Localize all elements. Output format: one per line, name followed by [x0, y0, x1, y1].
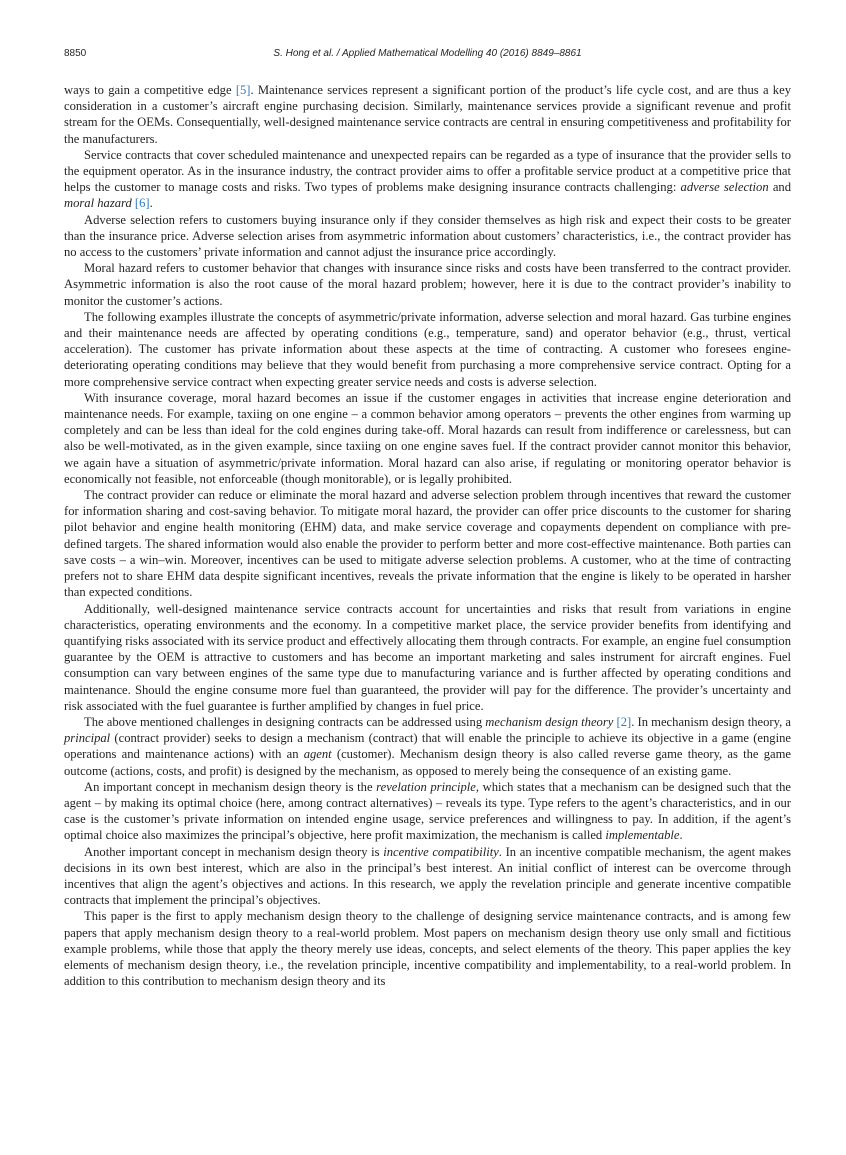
running-head: S. Hong et al. / Applied Mathematical Modelling 40 (2016) 8849–8861: [273, 48, 582, 59]
paragraph-text: . In an incentive compatible mechanism, the agent makes decisions in its own best interest, which are also in the principal’s best interest. An initial conflict of interest can be overcome through incentives that align the agent’s objectives and actions. In this research, we apply the revelation principle and generate incentive compatible contracts that implement the principal’s objectives.: [64, 844, 791, 908]
paragraph: [64, 844, 791, 909]
citation-link[interactable]: [6]: [134, 196, 150, 211]
article-page: [64, 48, 791, 989]
paragraph-text: (customer). Mechanism design theory is also called reverse game theory, as the game outcome (actions, costs, and profit) is designed by the mechanism, as opposed to merely being the consequence of an existing game.: [64, 747, 791, 778]
paragraph-text: This paper is the first to apply mechanism design theory to the challenge of designing service maintenance contracts, and is among few papers that apply mechanism design theory to a real-world problem. Most papers on mechanism design theory use only small and fictitious example problems, while those that apply the theory merely use ideas, concepts, and select elements of the theory. This paper applies the key elements of mechanism design theory, i.e., the revelation principle, incentive compatibility and implementability, to a real-world problem. In addition to this contribution to mechanism design theory and its: [64, 909, 791, 989]
paragraph: [64, 309, 791, 390]
citation-link[interactable]: [5]: [235, 83, 251, 97]
paragraph: [64, 82, 791, 147]
paragraph-text: .: [679, 828, 683, 843]
citation-link[interactable]: [2]: [616, 714, 632, 729]
paragraph-text: Additionally, well-designed maintenance service contracts account for uncertainties and risks that result from variations in engine characteristics, operating environments and the economy. In a competitive market place, the service provider benefits from identifying and quantifying risks associated with its service product and effectively allocating them through contracts. For example, an engine fuel consumption guarantee by the OEM is attractive to customers and has become an important marketing and sales instrument for aircraft engines. Fuel consumption can vary between engines of the same type due to manufacturing variance and is further affected by operating conditions and maintenance. Should the engine consume more fuel than guaranteed, the provider will pay for the difference. The provider’s uncertainty and risk associated with the fuel guarantee is further amplified by changes in fuel price.: [64, 601, 791, 713]
paragraph-text: Moral hazard refers to customer behavior that changes with insurance since risks and costs have been transferred to the contract provider. Asymmetric information is also the root cause of the moral hazard problem; however, here it is due to the contract provider’s inability to monitor the customer’s actions.: [64, 261, 791, 308]
paragraph-text: ways to gain a competitive edge: [64, 83, 236, 97]
paragraph-text: The above mentioned challenges in designing contracts can be addressed using: [84, 714, 486, 729]
paragraph: [64, 390, 791, 487]
paragraph-text: . Maintenance services represent a significant portion of the product’s life cycle cost, and are thus a key consideration in a customer’s aircraft engine purchasing decision. Similarly, maintenance services provide a significant revenue and profit stream for the OEMs. Consequentially, well-designed maintenance service contracts are central in ensuring competitiveness and profitability for the manufacturers.: [64, 83, 791, 146]
paragraph: [64, 147, 791, 212]
page-number: 8850: [64, 48, 87, 59]
paragraph: [64, 260, 791, 309]
paragraph: [64, 779, 791, 844]
paragraph-text: . In mechanism design theory, a: [631, 714, 791, 729]
paragraph-text: .: [149, 196, 153, 211]
paragraph-text: (contract provider) seeks to design a mechanism (contract) that will enable the principle to achieve its objective in a game (engine operations and maintenance actions) with an: [64, 731, 791, 762]
page-header: [64, 48, 791, 66]
emphasized-term: mechanism design theory: [485, 714, 614, 729]
paragraph: [64, 601, 791, 714]
emphasized-term: adverse selection: [680, 180, 769, 195]
paragraph: [64, 487, 791, 600]
paragraph: [64, 908, 791, 989]
paragraph-text: An important concept in mechanism design theory is the: [84, 779, 377, 794]
paragraph-text: Another important concept in mechanism design theory is: [84, 844, 384, 859]
paragraph-text: , which states that a mechanism can be designed such that the agent – by making its optimal choice (here, among contract alternatives) – reveals its type. Type refers to the agent’s characteristics, and in our case is the customer’s private information on intended engine usage, service preferences and willingness to pay. In addition, if the agent’s optimal choice also maximizes the principal’s objective, here profit maximization, the mechanism is called: [64, 779, 791, 843]
paragraph-text: Service contracts that cover scheduled maintenance and unexpected repairs can be regarded as a type of insurance that the provider sells to the equipment operator. As in the insurance industry, the contract provider aims to offer a profitable service product at a competitive price that helps the customer to manage costs and risks. Two types of problems make designing insurance contracts challenging:: [64, 147, 791, 195]
paragraph-text: With insurance coverage, moral hazard becomes an issue if the customer engages in activities that increase engine deterioration and maintenance needs. For example, taxiing on one engine – a common behavior among operators – prevents the other engines from warming up completely and can be less than ideal for the cold engines during take-off. Moral hazards can result from indifference or carelessness, but can also be well-motivated, as in the given example, since taxiing on one engine saves fuel. If the contract provider cannot monitor this behavior, we again have a situation of asymmetric/private information. Moral hazard can also arise, if regulating or monitoring operator behavior is economically not feasible, not enforceable (though monitorable), or is legally prohibited.: [64, 390, 791, 486]
emphasized-term: implementable: [605, 828, 680, 843]
emphasized-term: revelation principle: [376, 779, 476, 794]
paragraph: [64, 714, 791, 779]
emphasized-term: incentive compatibility: [383, 844, 499, 859]
paragraph: [64, 212, 791, 261]
article-body: [64, 82, 791, 989]
emphasized-term: moral hazard: [64, 196, 132, 211]
paragraph-text: Adverse selection refers to customers buying insurance only if they consider themselves as high risk and expect their costs to be greater than the insurance price. Adverse selection arises from asymmetric information about customers’ characteristics, i.e., the contract provider has no access to the customers’ private information and cannot adjust the insurance price accordingly.: [64, 212, 791, 260]
emphasized-term: agent: [303, 747, 332, 762]
paragraph-text: and: [768, 180, 792, 195]
paragraph-text: The following examples illustrate the concepts of asymmetric/private information, adverse selection and moral hazard. Gas turbine engines and their maintenance needs are affected by operating conditions (e.g., temperature, sand) and operator behavior (e.g., thrust, vertical acceleration). The customer has private information about these aspects at the time of contracting. A customer who foresees engine-deteriorating operating conditions may believe that they would benefit from purchasing a more comprehensive service contract. Opting for a more comprehensive service contract when expecting greater service needs and costs is adverse selection.: [64, 309, 791, 389]
paragraph-text: The contract provider can reduce or eliminate the moral hazard and adverse selection problem through incentives that reward the customer for information sharing and cost-saving behavior. To mitigate moral hazard, the provider can offer price discounts to the customer for sharing pilot behavior and engine health monitoring (EHM) data, and make service coverage and copayments dependent on compliance with pre-defined targets. The shared information would also enable the provider to perform better and more cost-effective maintenance. Both parties can save costs – a win–win. Moreover, incentives can be used to mitigate adverse selection problems. A customer, who at the time of contracting prefers not to share EHM data despite significant incentives, reveals the private information that the engine is likely to be operated in harsher than expected conditions.: [64, 488, 791, 600]
emphasized-term: principal: [64, 731, 111, 746]
